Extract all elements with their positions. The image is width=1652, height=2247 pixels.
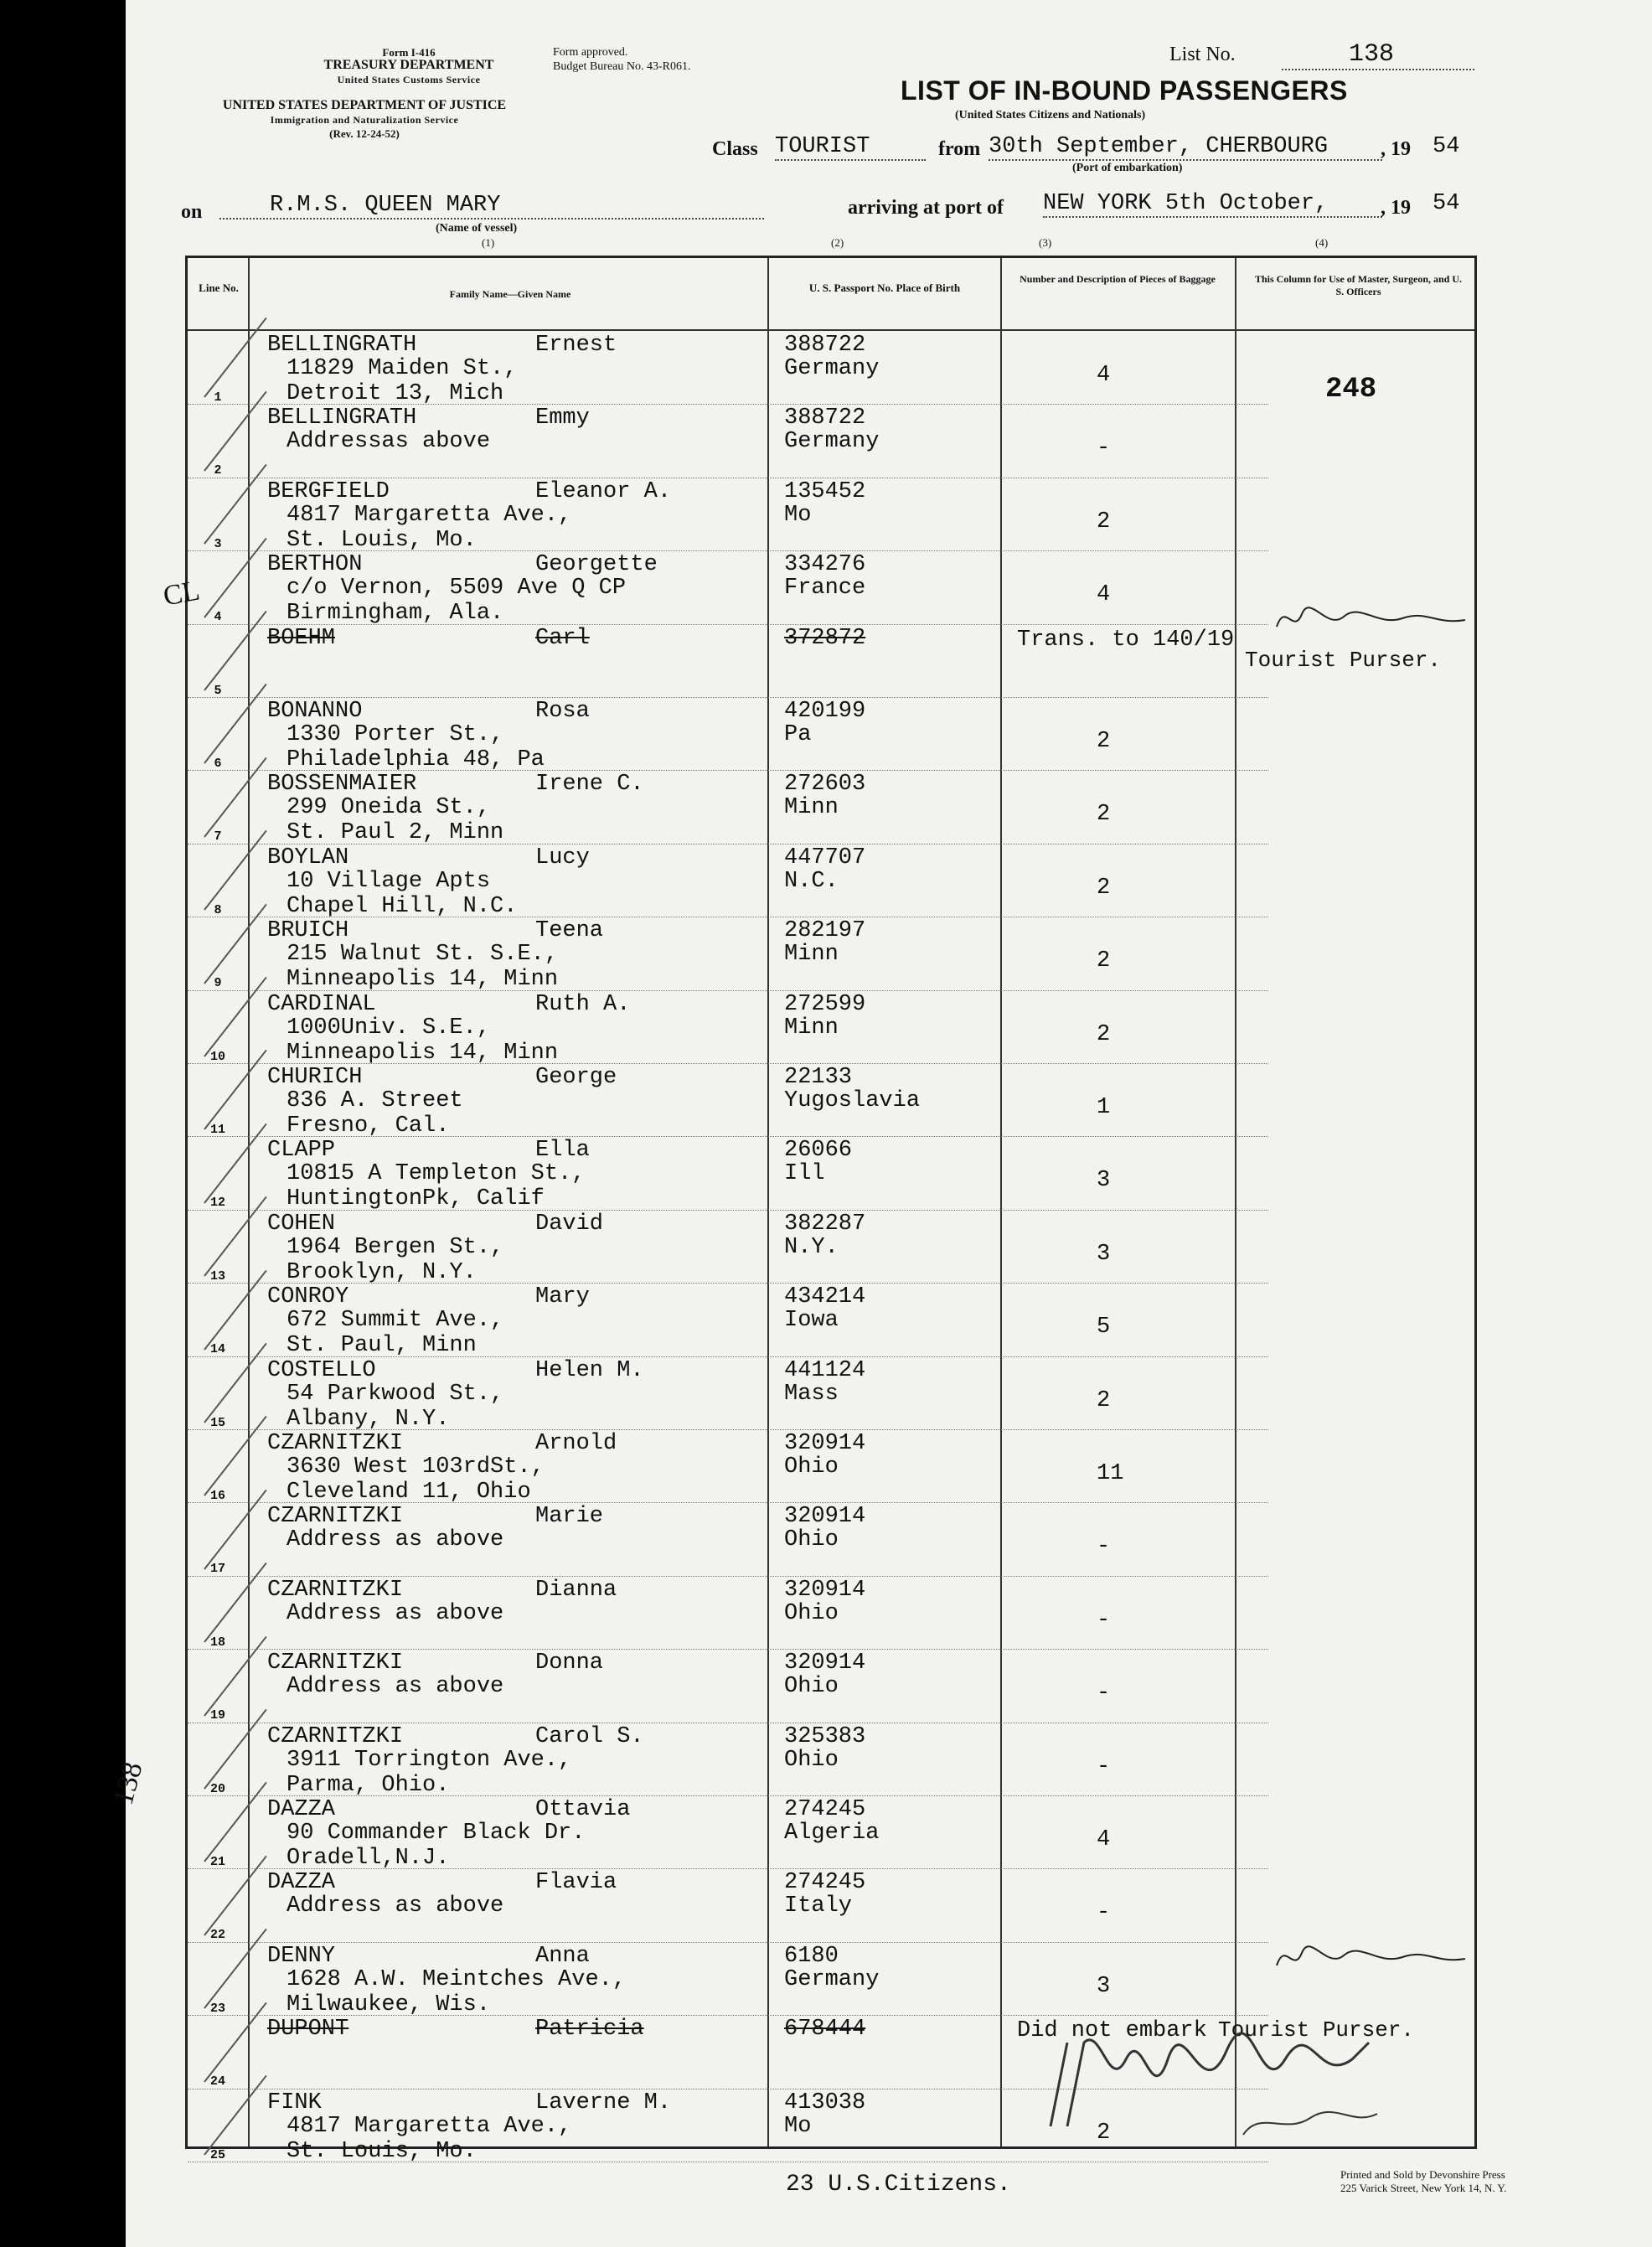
place-of-birth: Ohio (784, 1674, 839, 1700)
passenger-table (185, 256, 1477, 2164)
given-name: Irene C. (535, 772, 644, 798)
form-number: Form I-416 (382, 46, 436, 59)
margin-note-cl: CL (161, 575, 203, 612)
given-name: Emmy (535, 405, 590, 431)
from-label: from (938, 138, 981, 160)
year-prefix: , 19 (1381, 138, 1411, 160)
passport-number: 320914 (784, 1650, 866, 1676)
line-number: 16 (209, 1489, 225, 1503)
table-row (188, 1503, 1479, 1577)
line-number: 8 (214, 902, 222, 917)
passport-number: 441124 (784, 1357, 866, 1383)
passport-number: 325383 (784, 1723, 866, 1749)
address-line-2: Fresno, Cal. (287, 1113, 450, 1139)
family-name: BONANNO (267, 699, 363, 724)
family-name: DENNY (267, 1943, 336, 1969)
place-of-birth: Mo (784, 2113, 812, 2139)
address-line-2: Minneapolis 14, Minn (287, 967, 559, 993)
given-name: Flavia (535, 1870, 617, 1896)
line-number: 10 (209, 1049, 225, 1064)
year-value-2: 54 (1433, 191, 1460, 216)
given-name: Eleanor A. (535, 478, 672, 504)
passport-number: 320914 (784, 1431, 866, 1456)
passport-number: 282197 (784, 918, 866, 944)
address-line-2: St. Louis, Mo. (287, 527, 477, 553)
baggage-count: 3 (1097, 1241, 1111, 1267)
col-header-baggage: Number and Description of Pieces of Baggage (1020, 273, 1216, 285)
citizen-count: 23 U.S.Citizens. (786, 2172, 1011, 2198)
punch-hole (75, 2086, 111, 2121)
on-label: on (181, 201, 203, 223)
place-of-birth: Yugoslavia (784, 1088, 921, 1113)
line-number: 13 (209, 1268, 225, 1284)
family-name: BERTHON (267, 552, 363, 578)
given-name: Ruth A. (535, 991, 631, 1017)
line-number: 15 (209, 1415, 225, 1430)
baggage-count: 2 (1097, 802, 1111, 828)
address-line-1: 4817 Margaretta Ave., (287, 502, 572, 528)
baggage-count: 2 (1097, 1021, 1111, 1047)
table-row (188, 332, 1479, 405)
line-number: 20 (209, 1781, 225, 1796)
table-row (188, 1357, 1479, 1431)
address-line-2: Chapel Hill, N.C. (287, 893, 518, 919)
family-name: CZARNITZKI (267, 1650, 404, 1676)
passport-number: 26066 (784, 1138, 853, 1164)
place-of-birth: Minn (784, 1015, 839, 1041)
purser-signature-2 (1268, 1940, 1474, 1974)
family-name: BOEHM (267, 625, 336, 651)
address-line-1: Addressas above (287, 429, 491, 455)
address-line-1: Address as above (287, 1893, 504, 1919)
line-number: 11 (209, 1123, 225, 1137)
passport-number: 274245 (784, 1797, 866, 1822)
baggage-count: 11 (1097, 1461, 1124, 1486)
baggage-count: 1 (1097, 1095, 1111, 1120)
place-of-birth: Germany (784, 429, 880, 455)
place-of-birth: Germany (784, 356, 880, 381)
line-number: 25 (209, 2147, 225, 2162)
family-name: CLAPP (267, 1138, 336, 1164)
place-of-birth: Algeria (784, 1821, 880, 1846)
revision: (Rev. 12-24-52) (329, 127, 400, 140)
address-line-1: c/o Vernon, 5509 Ave Q CP (287, 576, 627, 602)
address-line-2: Albany, N.Y. (287, 1406, 450, 1432)
address-line-1: 54 Parkwood St., (287, 1381, 504, 1407)
family-name: FINK (267, 2089, 322, 2115)
passport-number: 447707 (784, 845, 866, 870)
given-name: Donna (535, 1650, 604, 1676)
line-number: 2 (214, 463, 222, 478)
line-number: 3 (214, 536, 222, 551)
line-number: 7 (214, 829, 222, 845)
family-name: BELLINGRATH (267, 333, 417, 358)
year-prefix-2: , 19 (1381, 197, 1411, 219)
place-of-birth: Ohio (784, 1600, 839, 1626)
address-line-1: Address as above (287, 1600, 504, 1626)
punch-hole (75, 63, 111, 98)
line-number: 22 (209, 1928, 225, 1943)
arrival-value: NEW YORK 5th October, (1043, 191, 1382, 218)
baggage-count: 2 (1097, 875, 1111, 901)
address-line-1: 3911 Torrington Ave., (287, 1747, 572, 1773)
table-row (188, 478, 1479, 552)
address-line-1: 1964 Bergen St., (287, 1234, 504, 1260)
address-line-2: Birmingham, Ala. (287, 601, 504, 627)
class-label: Class (712, 138, 758, 160)
arriving-label: arriving at port of (848, 197, 1004, 219)
place-of-birth: N.C. (784, 868, 839, 894)
address-line-1: 215 Walnut St. S.E., (287, 942, 559, 968)
given-name: Ottavia (535, 1797, 631, 1822)
baggage-count: Did not embark (1017, 2018, 1207, 2044)
given-name: Laverne M. (535, 2089, 672, 2115)
given-name: Mary (535, 1284, 590, 1310)
line-number: 12 (209, 1196, 225, 1211)
baggage-count: Trans. to 140/19 (1017, 627, 1235, 653)
given-name: Ernest (535, 333, 617, 358)
punch-hole (75, 1098, 111, 1133)
family-name: DUPONT (267, 2017, 349, 2043)
vessel-name: R.M.S. QUEEN MARY (219, 193, 764, 220)
port-embarkation-caption: (Port of embarkation) (1072, 162, 1183, 174)
given-name: Patricia (535, 2017, 644, 2043)
place-of-birth: Mo (784, 502, 812, 528)
address-line-1: 11829 Maiden St., (287, 356, 518, 381)
document-page (107, 0, 1652, 2247)
family-name: CONROY (267, 1284, 349, 1310)
purser-title-2: Tourist Purser. (1218, 2017, 1415, 2043)
given-name: George (535, 1065, 617, 1090)
table-row (188, 1211, 1479, 1284)
table-row (188, 771, 1479, 845)
address-line-2: Minneapolis 14, Minn (287, 1040, 559, 1066)
treasury-department: TREASURY DEPARTMENT (323, 58, 494, 72)
customs-service: United States Customs Service (337, 74, 481, 85)
passport-number: 272603 (784, 772, 866, 798)
family-name: BOSSENMAIER (267, 772, 417, 798)
punch-hole (75, 235, 111, 270)
table-row (188, 1577, 1479, 1650)
place-of-birth: Germany (784, 1966, 880, 1992)
col-header-passport: U. S. Passport No. Place of Birth (808, 282, 961, 294)
address-line-1: Address as above (287, 1527, 504, 1553)
passport-number: 372872 (784, 625, 866, 651)
address-line-2: Parma, Ohio. (287, 1772, 450, 1798)
family-name: CZARNITZKI (267, 1504, 404, 1530)
col-num-4: (4) (1315, 236, 1329, 249)
col-header-line-no: Line No. (199, 282, 239, 294)
address-line-1: 672 Summit Ave., (287, 1308, 504, 1334)
address-line-2: Detroit 13, Mich (287, 381, 504, 406)
printer-line-1: Printed and Sold by Devonshire Press (1340, 2168, 1505, 2181)
baggage-count: - (1097, 436, 1111, 462)
address-line-2: Cleveland 11, Ohio (287, 1480, 531, 1505)
baggage-count: 3 (1097, 1168, 1111, 1194)
given-name: Arnold (535, 1431, 617, 1456)
baggage-count: - (1097, 1607, 1111, 1633)
baggage-count: 2 (1097, 948, 1111, 974)
officer-count: 248 (1325, 374, 1377, 405)
passport-number: 6180 (784, 1943, 839, 1969)
address-line-2: Brooklyn, N.Y. (287, 1259, 477, 1285)
given-name: Carol S. (535, 1723, 644, 1749)
form-approved: Form approved. (553, 46, 628, 59)
family-name: CHURICH (267, 1065, 363, 1090)
line-number: 4 (214, 610, 222, 625)
table-row (188, 1137, 1479, 1211)
given-name: Anna (535, 1943, 590, 1969)
family-name: DAZZA (267, 1797, 336, 1822)
family-name: CZARNITZKI (267, 1431, 404, 1456)
table-row (188, 845, 1479, 918)
address-line-2: St. Paul, Minn (287, 1333, 477, 1359)
passport-number: 320914 (784, 1504, 866, 1530)
given-name: Ella (535, 1138, 590, 1164)
baggage-count: 4 (1097, 1827, 1111, 1852)
baggage-count: 3 (1097, 1973, 1111, 1999)
address-line-2: Philadelphia 48, Pa (287, 747, 545, 772)
given-name: Helen M. (535, 1357, 644, 1383)
place-of-birth: Iowa (784, 1308, 839, 1334)
given-name: Marie (535, 1504, 604, 1530)
given-name: David (535, 1211, 604, 1237)
line-number: 18 (209, 1635, 225, 1650)
family-name: CZARNITZKI (267, 1577, 404, 1603)
line-number: 23 (209, 2001, 225, 2016)
baggage-count: 2 (1097, 729, 1111, 754)
document-subtitle: (United States Citizens and Nationals) (955, 109, 1146, 121)
document-title: LIST OF IN-BOUND PASSENGERS (901, 75, 1348, 106)
baggage-count: 2 (1097, 509, 1111, 535)
place-of-birth: Ohio (784, 1527, 839, 1553)
baggage-count: 4 (1097, 363, 1111, 388)
place-of-birth: Minn (784, 795, 839, 821)
place-of-birth: Ill (784, 1161, 825, 1187)
baggage-count: - (1097, 1681, 1111, 1707)
address-line-1: 1628 A.W. Meintches Ave., (287, 1966, 627, 1992)
class-value: TOURIST (775, 134, 926, 161)
line-number: 14 (209, 1342, 225, 1357)
place-of-birth: Italy (784, 1893, 853, 1919)
address-line-2: St. Louis, Mo. (287, 2138, 477, 2164)
place-of-birth: Pa (784, 722, 812, 747)
passport-number: 274245 (784, 1870, 866, 1896)
address-line-1: Address as above (287, 1674, 504, 1700)
baggage-count: 4 (1097, 582, 1111, 608)
margin-note-138: 138 (107, 1759, 149, 1809)
place-of-birth: France (784, 576, 866, 602)
address-line-2: St. Paul 2, Minn (287, 820, 504, 846)
passport-number: 388722 (784, 333, 866, 358)
line-number: 6 (214, 757, 222, 771)
family-name: CZARNITZKI (267, 1723, 404, 1749)
place-of-birth: Mass (784, 1381, 839, 1407)
baggage-count: - (1097, 1900, 1111, 1926)
ins-service: Immigration and Naturalization Service (270, 114, 459, 126)
table-row (188, 1650, 1479, 1723)
passport-number: 388722 (784, 405, 866, 431)
given-name: Lucy (535, 845, 590, 870)
place-of-birth: Ohio (784, 1747, 839, 1773)
col-num-3: (3) (1039, 236, 1052, 249)
family-name: BOYLAN (267, 845, 349, 870)
line-number: 21 (209, 1855, 225, 1869)
passport-number: 272599 (784, 991, 866, 1017)
passport-number: 320914 (784, 1577, 866, 1603)
address-line-1: 836 A. Street (287, 1088, 463, 1113)
table-row (188, 1284, 1479, 1357)
given-name: Teena (535, 918, 604, 944)
budget-bureau: Budget Bureau No. 43-R061. (553, 60, 691, 73)
family-name: BRUICH (267, 918, 349, 944)
address-line-2: Milwaukee, Wis. (287, 1991, 491, 2017)
address-line-2: HuntingtonPk, Calif (287, 1186, 545, 1212)
given-name: Dianna (535, 1577, 617, 1603)
address-line-1: 3630 West 103rdSt., (287, 1454, 545, 1480)
baggage-count: 2 (1097, 2120, 1111, 2146)
address-line-1: 10 Village Apts (287, 868, 491, 894)
col-header-officers: This Column for Use of Master, Surgeon, and U. S. Officers (1254, 273, 1463, 297)
family-name: CARDINAL (267, 991, 376, 1017)
passport-number: 135452 (784, 478, 866, 504)
address-line-1: 4817 Margaretta Ave., (287, 2113, 572, 2139)
line-number: 19 (209, 1708, 225, 1723)
line-number: 9 (214, 976, 222, 991)
purser-signature-1 (1268, 602, 1474, 635)
passport-number: 334276 (784, 552, 866, 578)
given-name: Carl (535, 625, 590, 651)
baggage-count: 2 (1097, 1387, 1111, 1413)
list-no-label: List No. (1169, 44, 1236, 65)
baggage-count: 5 (1097, 1315, 1111, 1340)
passport-number: 678444 (784, 2017, 866, 2043)
family-name: BELLINGRATH (267, 405, 417, 431)
list-no-value: 138 (1282, 40, 1474, 70)
place-of-birth: Ohio (784, 1454, 839, 1480)
passport-number: 382287 (784, 1211, 866, 1237)
printer-line-2: 225 Varick Street, New York 14, N. Y. (1340, 2182, 1507, 2194)
given-name: Rosa (535, 699, 590, 724)
table-row (188, 1723, 1479, 1797)
purser-title-1: Tourist Purser. (1245, 648, 1442, 673)
line-number: 24 (209, 2074, 225, 2089)
address-line-2: Oradell,N.J. (287, 1846, 450, 1871)
passport-number: 420199 (784, 699, 866, 724)
table-row (188, 1430, 1479, 1504)
line-number: 17 (209, 1562, 225, 1577)
address-line-1: 90 Commander Black Dr. (287, 1821, 586, 1846)
year-value: 54 (1433, 134, 1460, 159)
address-line-1: 10815 A Templeton St., (287, 1161, 586, 1187)
table-row (188, 405, 1479, 478)
table-row (188, 917, 1479, 991)
baggage-count: - (1097, 1534, 1111, 1560)
punch-hole (75, 1948, 111, 1983)
family-name: DAZZA (267, 1870, 336, 1896)
place-of-birth: N.Y. (784, 1234, 839, 1260)
table-row (188, 1869, 1479, 1943)
passport-number: 22133 (784, 1065, 853, 1090)
inspector-signature (1034, 2009, 1402, 2135)
col-header-name: Family Name—Given Name (449, 288, 571, 300)
col-num-2: (2) (831, 236, 844, 249)
line-number: 1 (214, 390, 222, 405)
place-of-birth: Minn (784, 942, 839, 968)
table-row (188, 1796, 1479, 1870)
punch-hole (75, 957, 111, 992)
table-row (188, 698, 1479, 772)
table-row (188, 1064, 1479, 1138)
col-num-1: (1) (482, 236, 495, 249)
address-line-1: 1000Univ. S.E., (287, 1015, 491, 1041)
baggage-count: - (1097, 1754, 1111, 1780)
address-line-1: 299 Oneida St., (287, 795, 491, 821)
passport-number: 434214 (784, 1284, 866, 1310)
table-row (188, 991, 1479, 1065)
family-name: COHEN (267, 1211, 336, 1237)
justice-department: UNITED STATES DEPARTMENT OF JUSTICE (222, 98, 507, 112)
given-name: Georgette (535, 552, 658, 578)
family-name: BERGFIELD (267, 478, 390, 504)
vessel-caption: (Name of vessel) (436, 222, 518, 235)
address-line-1: 1330 Porter St., (287, 722, 504, 747)
from-value: 30th September, CHERBOURG (989, 134, 1382, 161)
passport-number: 413038 (784, 2089, 866, 2115)
line-number: 5 (214, 683, 222, 698)
family-name: COSTELLO (267, 1357, 376, 1383)
